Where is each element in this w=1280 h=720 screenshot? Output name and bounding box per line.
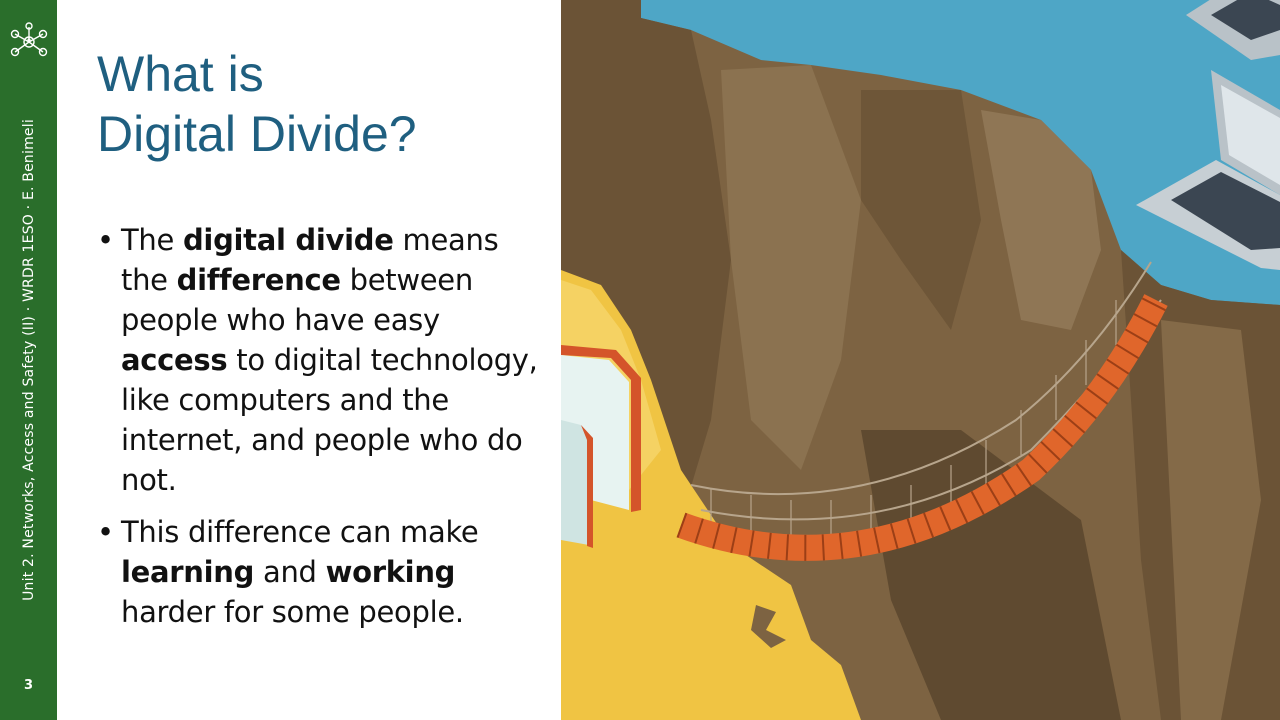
- bullet-text: to digital technology, like computers and the internet, and people who do not.: [121, 343, 538, 497]
- title-line-2: Digital Divide?: [97, 106, 417, 162]
- bullet-bold-term: working: [325, 555, 456, 589]
- bullet-list: [97, 220, 542, 644]
- network-icon: [7, 22, 51, 62]
- bullet-item-definition: [97, 220, 542, 500]
- bullet-text: The: [121, 223, 183, 257]
- footer-course-label: Unit 2. Networks, Access and Safety (II) · WRDR 1ESO · E. Benimeli: [21, 119, 37, 601]
- bullet-bold-term: digital divide: [182, 223, 394, 257]
- bullet-item-consequence: [97, 512, 542, 632]
- slide-number: 3: [23, 678, 34, 693]
- bullet-text: harder for some people.: [121, 595, 464, 629]
- bullet-text: and: [254, 555, 326, 589]
- bullet-text: means the: [121, 223, 499, 297]
- bullet-text: This difference can make: [121, 515, 479, 549]
- sidebar: [0, 0, 57, 720]
- bullet-bold-term: learning: [121, 555, 255, 589]
- title-line-1: What is: [97, 46, 264, 102]
- bullet-bold-term: difference: [176, 263, 341, 297]
- page-title: [97, 44, 537, 164]
- bullet-text: between people who have easy: [121, 263, 473, 337]
- bullet-bold-term: access: [121, 343, 228, 377]
- digital-divide-illustration: [561, 0, 1280, 720]
